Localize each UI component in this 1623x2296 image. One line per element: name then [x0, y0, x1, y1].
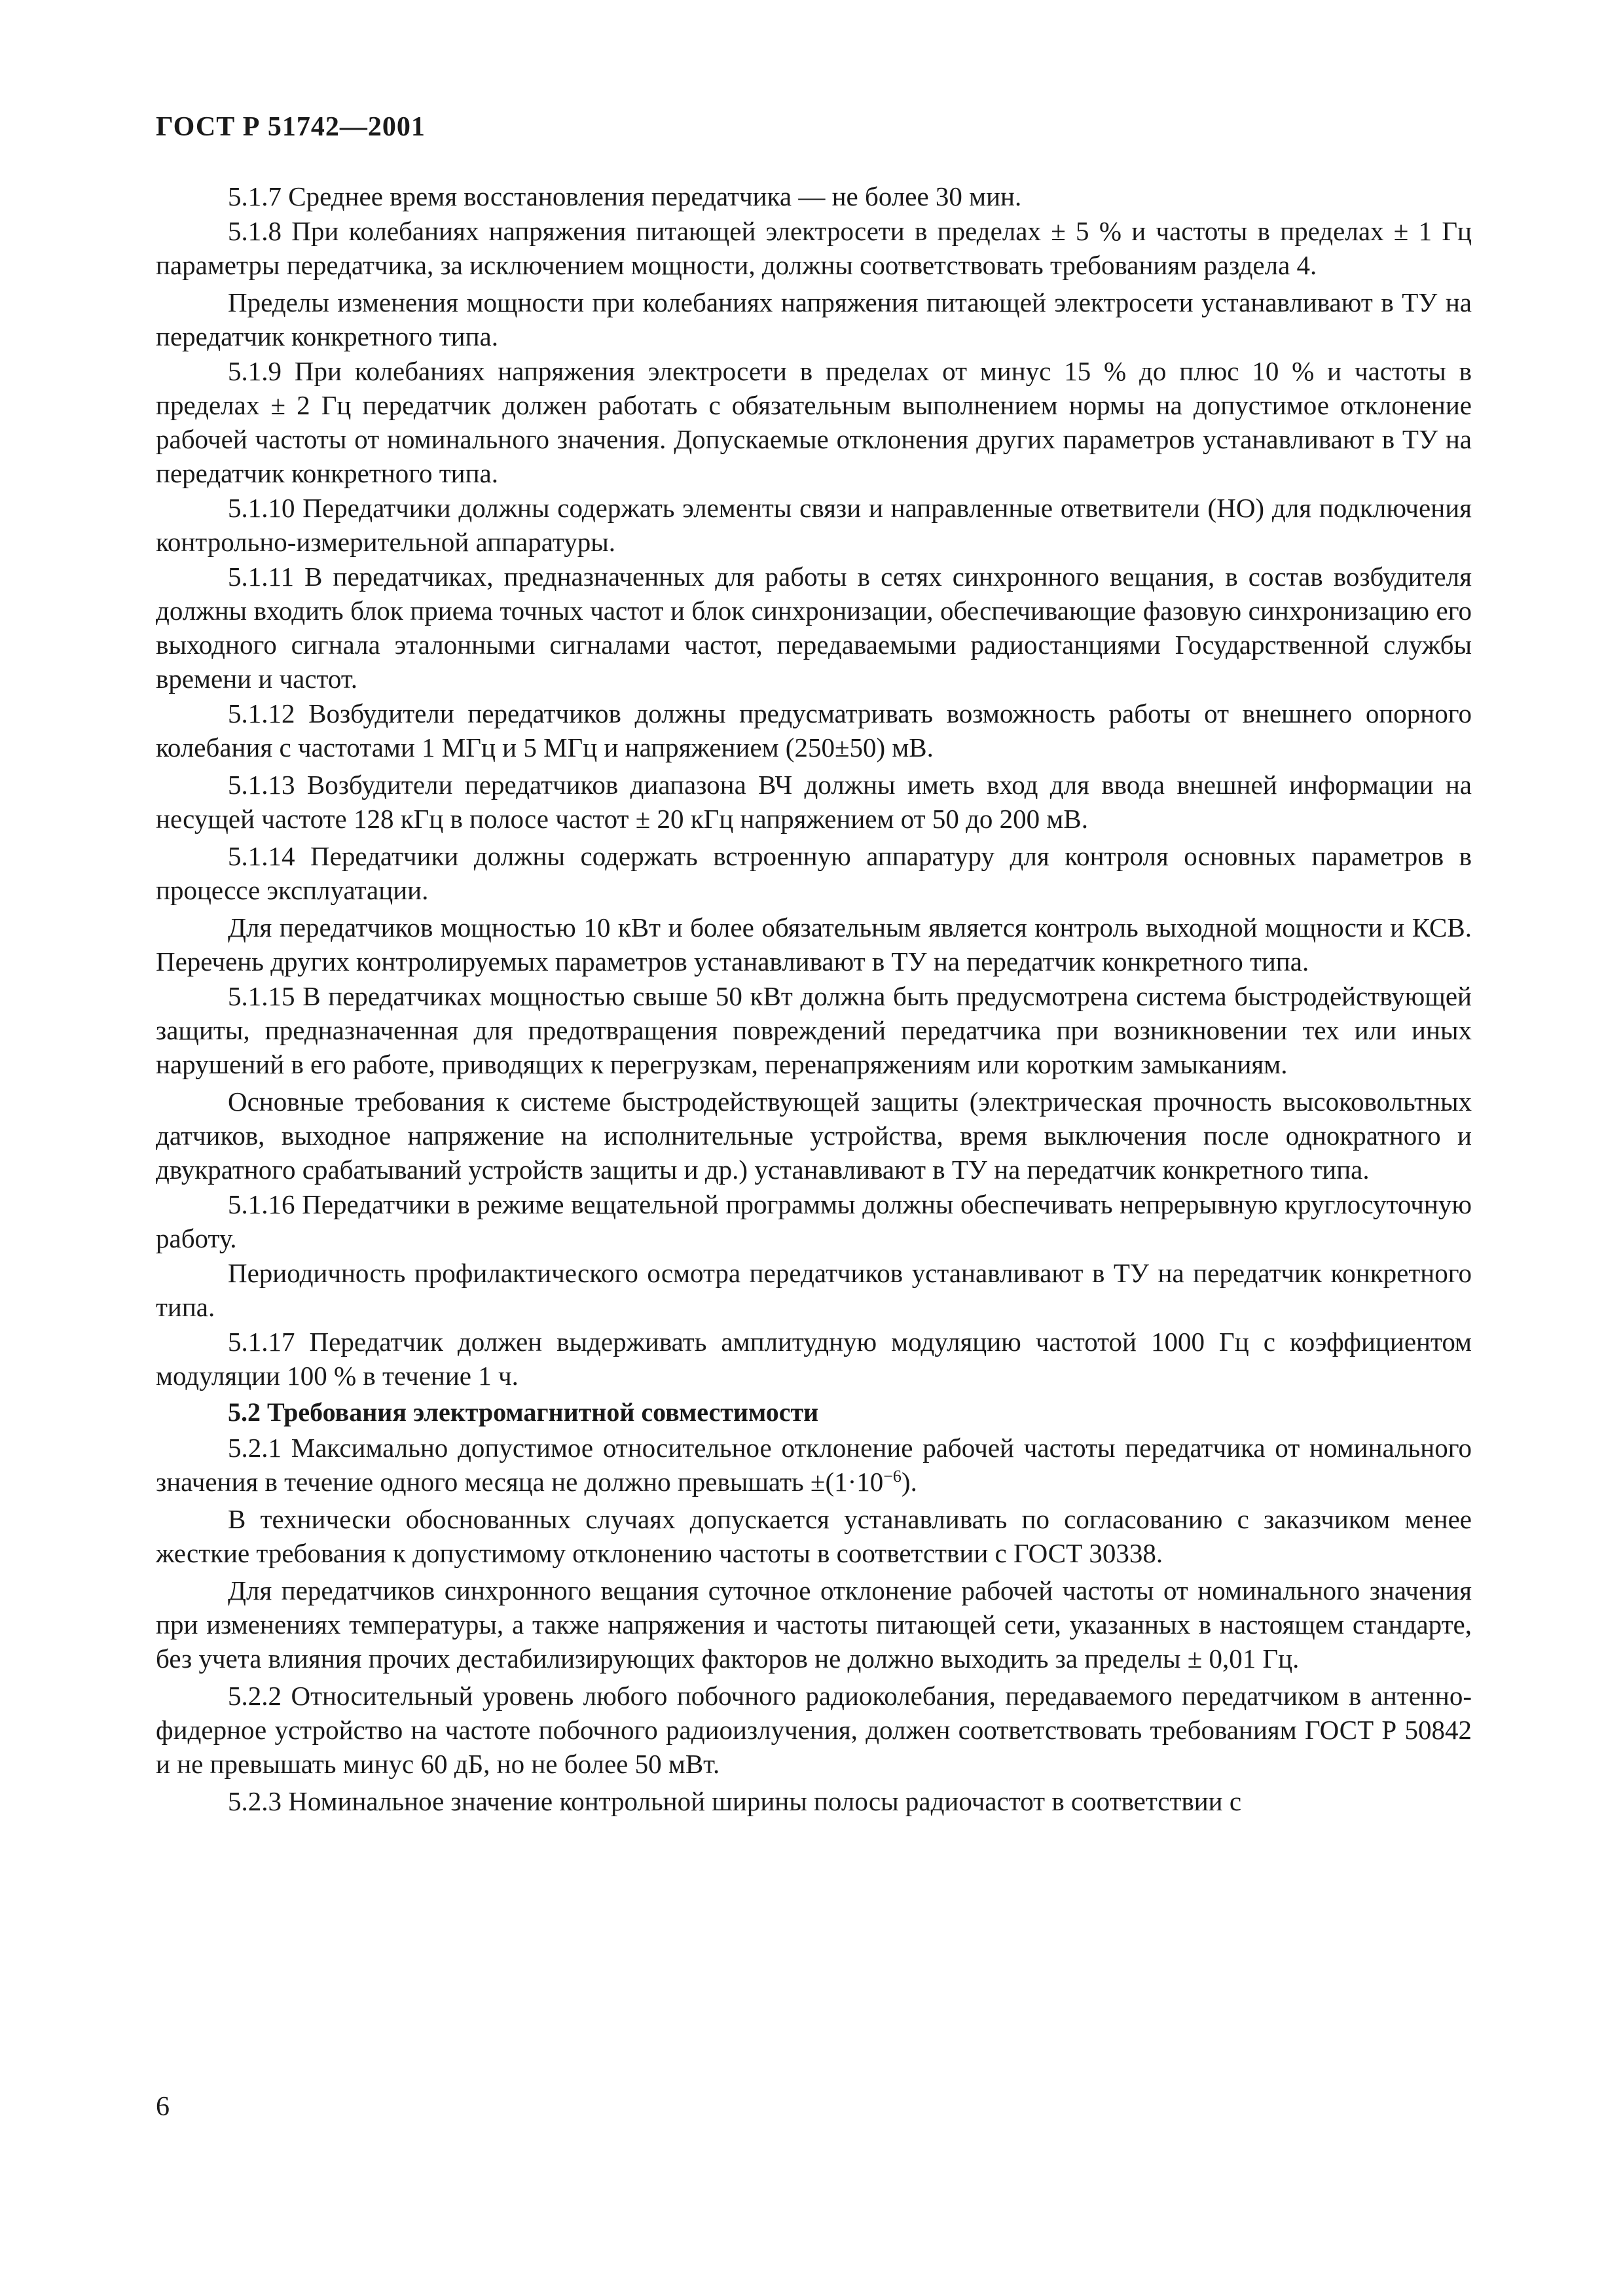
paragraph-power-limits: Пределы изменения мощности при колебаниях напряжения питающей электросети устанавливают в ТУ на передатчик конкретного типа. — [156, 287, 1472, 351]
paragraph-5-2-1 — [156, 1431, 1472, 1499]
paragraph-5-2-2: 5.2.2 Относительный уровень любого побочного радиоколебания, передаваемого передатчиком в антенно-фидерное устройство на частоте побочного радиоизлучения, должен соответствовать требованиям ГОСТ Р 50842 и не превышать минус 60 дБ, но не более 50 мВт. — [156, 1681, 1472, 1779]
paragraph-5-1-8: 5.1.8 При колебаниях напряжения питающей электросети в пределах ± 5 % и частоты в пределах ± 1 Гц параметры передатчика, за исключением мощности, должны соответствовать требованиям раздела 4. — [156, 216, 1472, 280]
paragraph-5-1-11: 5.1.11 В передатчиках, предназначенных для работы в сетях синхронного вещания, в состав возбудителя должны входить блок приема точных частот и блок синхронизации, обеспечивающие фазовую синхронизацию его выходного сигнала эталонными сигналами частот, передаваемыми радиостанциями Государственной службы времени и частот. — [156, 562, 1472, 694]
paragraph-5-1-17: 5.1.17 Передатчик должен выдерживать амплитудную модуляцию частотой 1000 Гц с коэффициентом модуляции 100 % в течение 1 ч. — [156, 1327, 1472, 1391]
paragraph-5-1-13: 5.1.13 Возбудители передатчиков диапазона ВЧ должны иметь вход для ввода внешней информации на несущей частоте 128 кГц в полосе частот ± 20 кГц напряжением от 50 до 200 мВ. — [156, 770, 1472, 834]
paragraph-5-1-15: 5.1.15 В передатчиках мощностью свыше 50 кВт должна быть предусмотрена система быстродействующей защиты, предназначенная для предотвращения повреждений передатчика при возникновении тех или иных нарушений в его работе, приводящих к перегрузкам, перенапряжениям или коротким замыканиям. — [156, 981, 1472, 1079]
document-header: ГОСТ Р 51742—2001 — [156, 112, 426, 142]
paragraph-5-2-1-tail: ). — [901, 1467, 917, 1497]
paragraph-5-1-10: 5.1.10 Передатчики должны содержать элементы связи и направленные ответвители (НО) для подключения контрольно-измерительной аппаратуры. — [156, 493, 1472, 557]
paragraph-justified-cases: В технически обоснованных случаях допускается устанавливать по согласованию с заказчиком менее жесткие требования к допустимому отклонению частоты в соответствии с ГОСТ 30338. — [156, 1504, 1472, 1568]
section-title-5-2: 5.2 Требования электромагнитной совместимости — [228, 1397, 819, 1427]
exponent: −6 — [883, 1467, 902, 1486]
paragraph-5-1-12: 5.1.12 Возбудители передатчиков должны предусматривать возможность работы от внешнего опорного колебания с частотами 1 МГц и 5 МГц и напряжением (250±50) мВ. — [156, 698, 1472, 762]
document-page — [156, 111, 1472, 1819]
page-number: 6 — [156, 2092, 170, 2122]
paragraph-5-1-14: 5.1.14 Передатчики должны содержать встроенную аппаратуру для контроля основных параметров в процессе эксплуатации. — [156, 841, 1472, 905]
paragraph-protection-requirements: Основные требования к системе быстродействующей защиты (электрическая прочность высоковольтных датчиков, выходное напряжение на исполнительные устройства, время выключения после однократного и двукратного срабатываний устройств защиты и др.) устанавливают в ТУ на передатчик конкретного типа. — [156, 1086, 1472, 1185]
paragraph-5-1-9: 5.1.9 При колебаниях напряжения электросети в пределах от минус 15 % до плюс 10 % и частоты в пределах ± 2 Гц передатчик должен работать с обязательным выполнением нормы на допустимое отклонение рабочей частоты от номинального значения. Допускаемые отклонения других параметров устанавливают в ТУ на передатчик конкретного типа. — [156, 356, 1472, 488]
paragraph-synchronous-broadcast: Для передатчиков синхронного вещания суточное отклонение рабочей частоты от номинального значения при изменениях температуры, а также напряжения и частоты питающей сети, указанных в настоящем стандарте, без учета влияния прочих дестабилизирующих факторов не должно выходить за пределы ± 0,01 Гц. — [156, 1575, 1472, 1674]
paragraph-5-2-1-text: 5.2.1 Максимально допустимое относительное отклонение рабочей частоты передатчика от номинального значения в течение одного месяца не должно превышать ±(1·10 — [156, 1433, 1472, 1497]
paragraph-5-2-3: 5.2.3 Номинальное значение контрольной ширины полосы радиочастот в соответствии с — [228, 1786, 1242, 1816]
paragraph-power-monitoring: Для передатчиков мощностью 10 кВт и более обязательным является контроль выходной мощности и КСВ. Перечень других контролируемых параметров устанавливают в ТУ на передатчик конкретного типа. — [156, 912, 1472, 977]
paragraph-5-1-7: 5.1.7 Среднее время восстановления передатчика — не более 30 мин. — [228, 181, 1022, 211]
paragraph-maintenance: Периодичность профилактического осмотра передатчиков устанавливают в ТУ на передатчик конкретного типа. — [156, 1258, 1472, 1322]
paragraph-5-1-16: 5.1.16 Передатчики в режиме вещательной программы должны обеспечивать непрерывную круглосуточную работу. — [156, 1189, 1472, 1253]
